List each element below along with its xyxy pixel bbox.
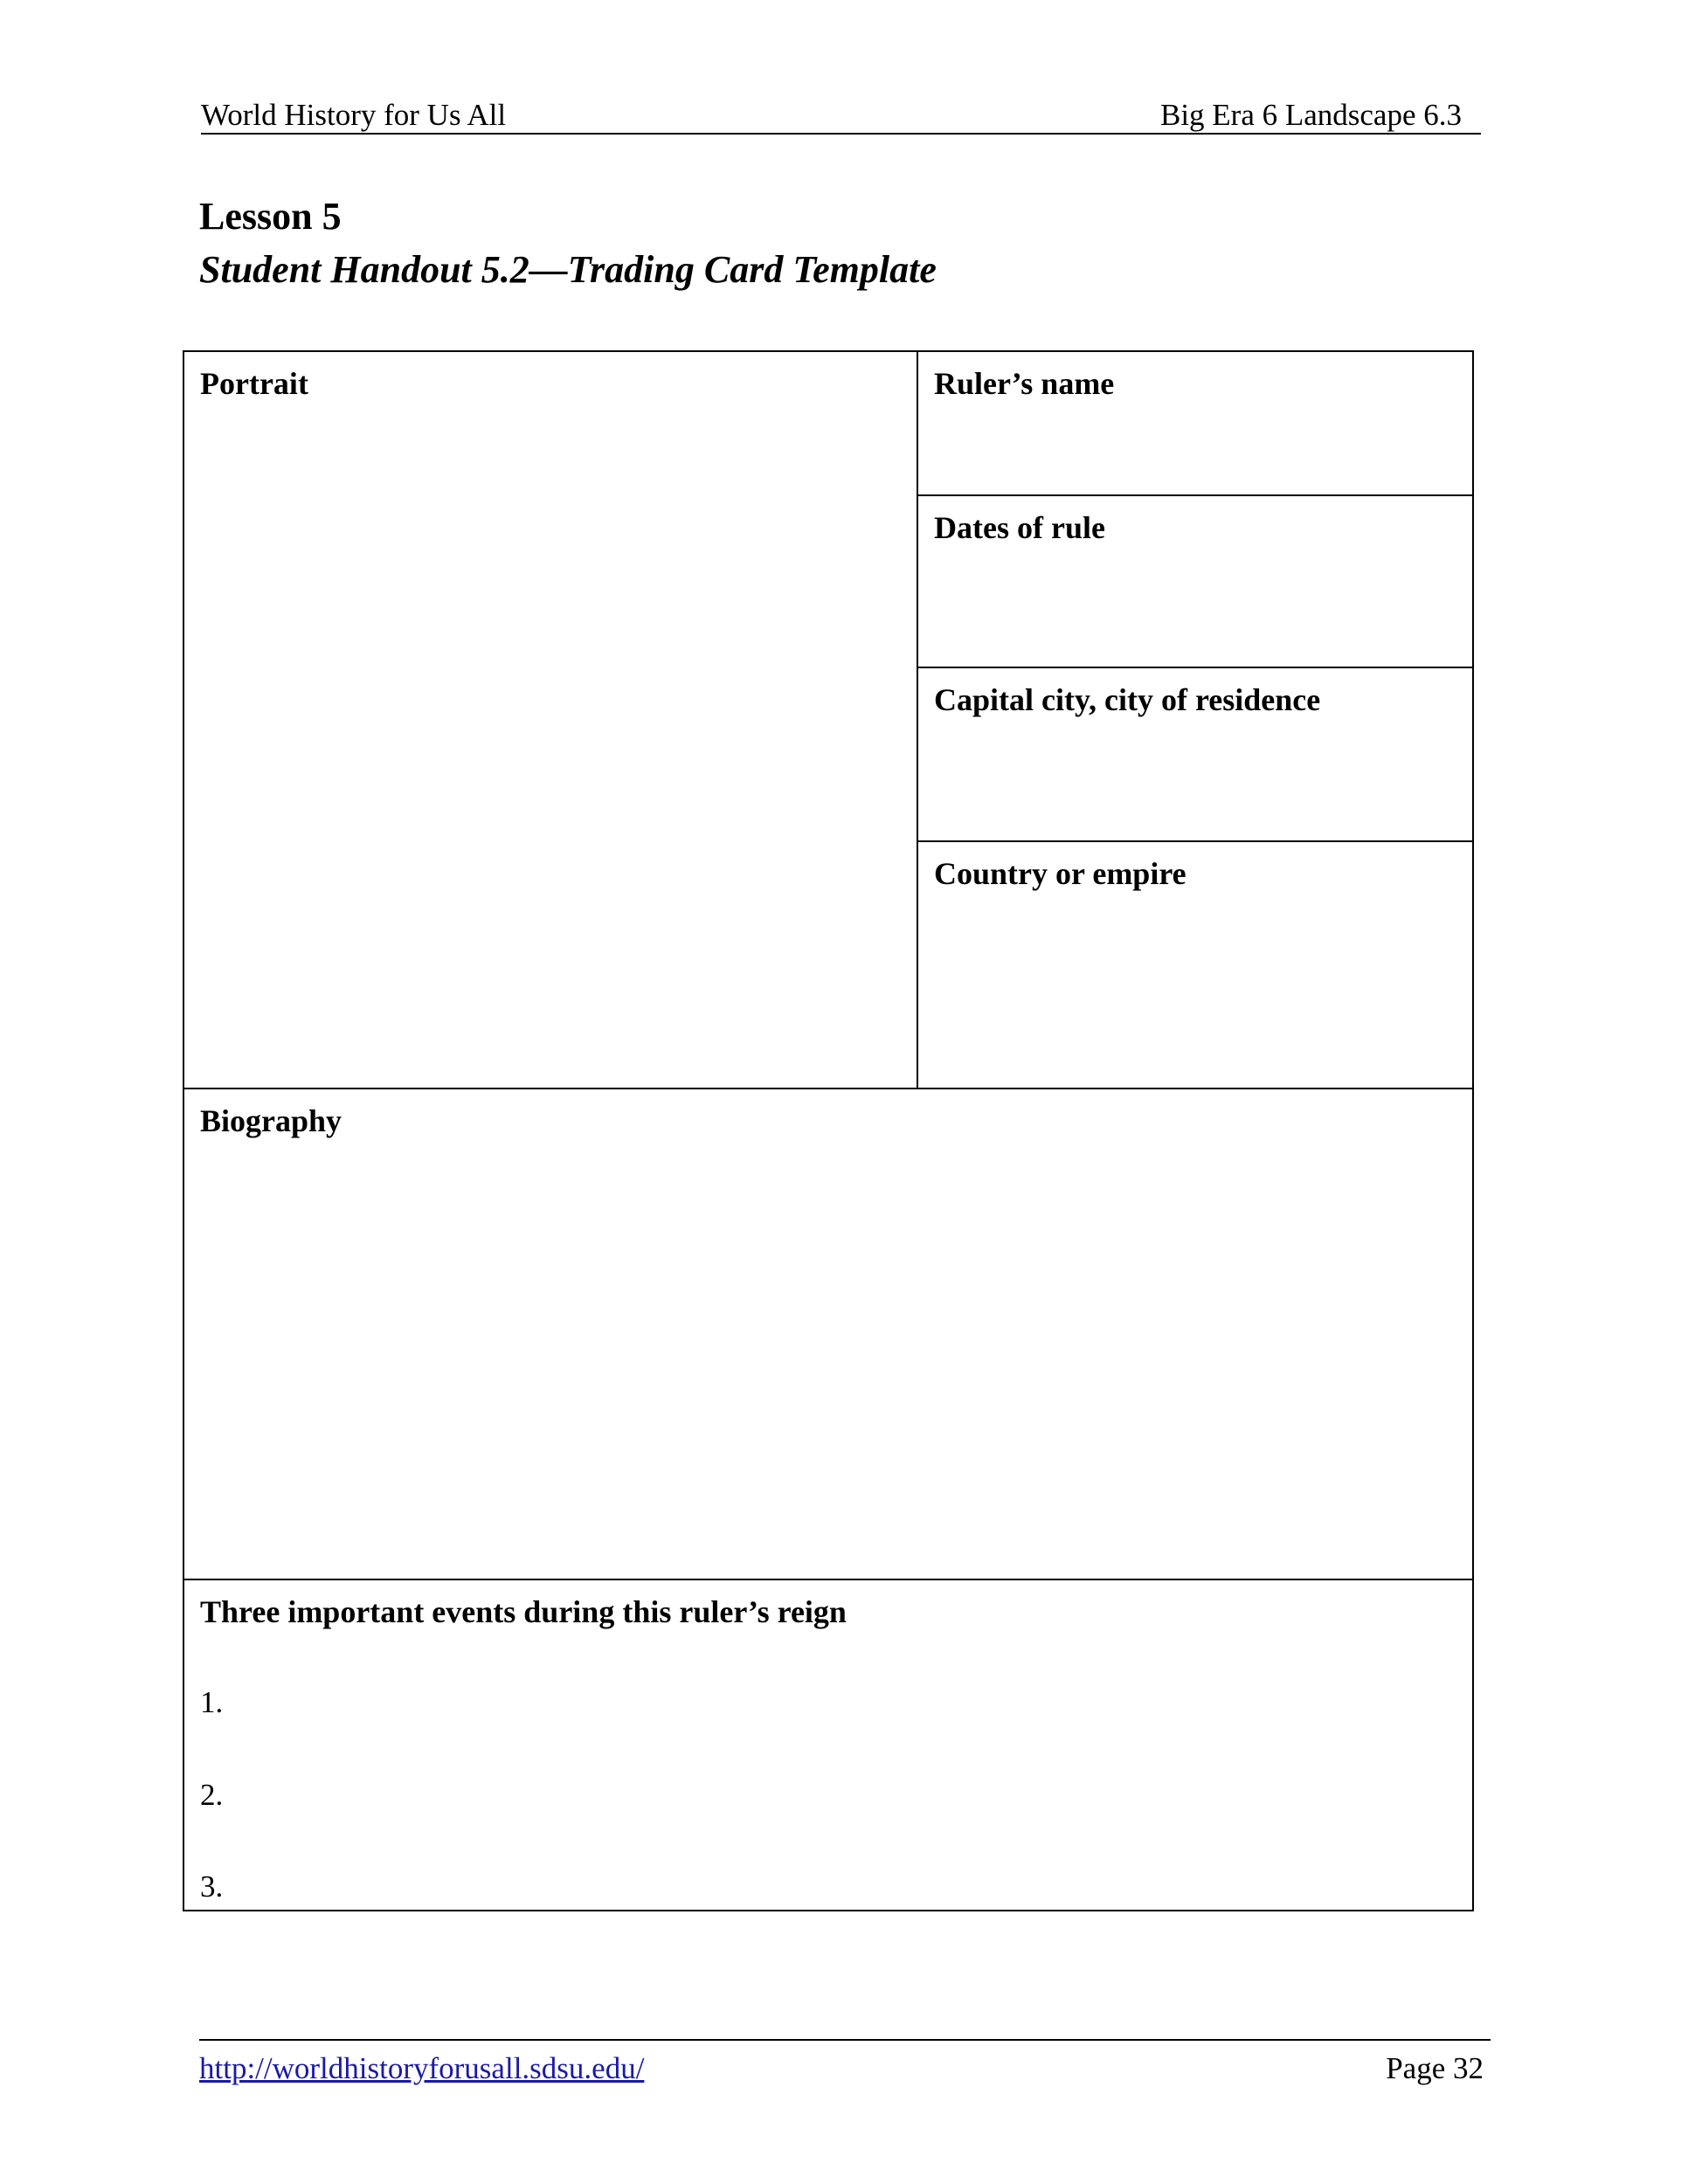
biography-label: Biography — [200, 1103, 342, 1138]
header-era-label: Big Era 6 Landscape 6.3 — [1159, 98, 1462, 132]
website-link[interactable]: http://worldhistoryforusall.sdsu.edu/ — [199, 2051, 645, 2085]
lesson-title: Lesson 5 — [199, 195, 342, 238]
country-label: Country or empire — [934, 856, 1186, 891]
dates-of-rule-box — [918, 496, 1474, 668]
event-item-1: 1. — [200, 1685, 224, 1719]
trading-card-template — [183, 350, 1474, 1911]
handout-subtitle: Student Handout 5.2—Trading Card Template — [199, 248, 937, 291]
page-footer — [199, 2039, 1491, 2093]
page-number: Page 32 — [1386, 2051, 1484, 2085]
portrait-box — [184, 352, 918, 1088]
biography-box — [184, 1088, 1474, 1580]
capital-city-box — [918, 668, 1474, 842]
ruler-name-box — [918, 352, 1474, 496]
portrait-label: Portrait — [200, 366, 308, 401]
events-heading: Three important events during this ruler’s reign — [200, 1594, 847, 1629]
events-box — [184, 1580, 1474, 1911]
event-item-3: 3. — [200, 1870, 224, 1904]
event-item-2: 2. — [200, 1778, 224, 1812]
page-header — [201, 98, 1481, 135]
capital-city-label: Capital city, city of residence — [934, 682, 1321, 717]
header-series-title: World History for Us All — [201, 98, 507, 132]
country-box — [918, 842, 1474, 1088]
dates-of-rule-label: Dates of rule — [934, 510, 1105, 545]
ruler-name-label: Ruler’s name — [934, 366, 1115, 401]
